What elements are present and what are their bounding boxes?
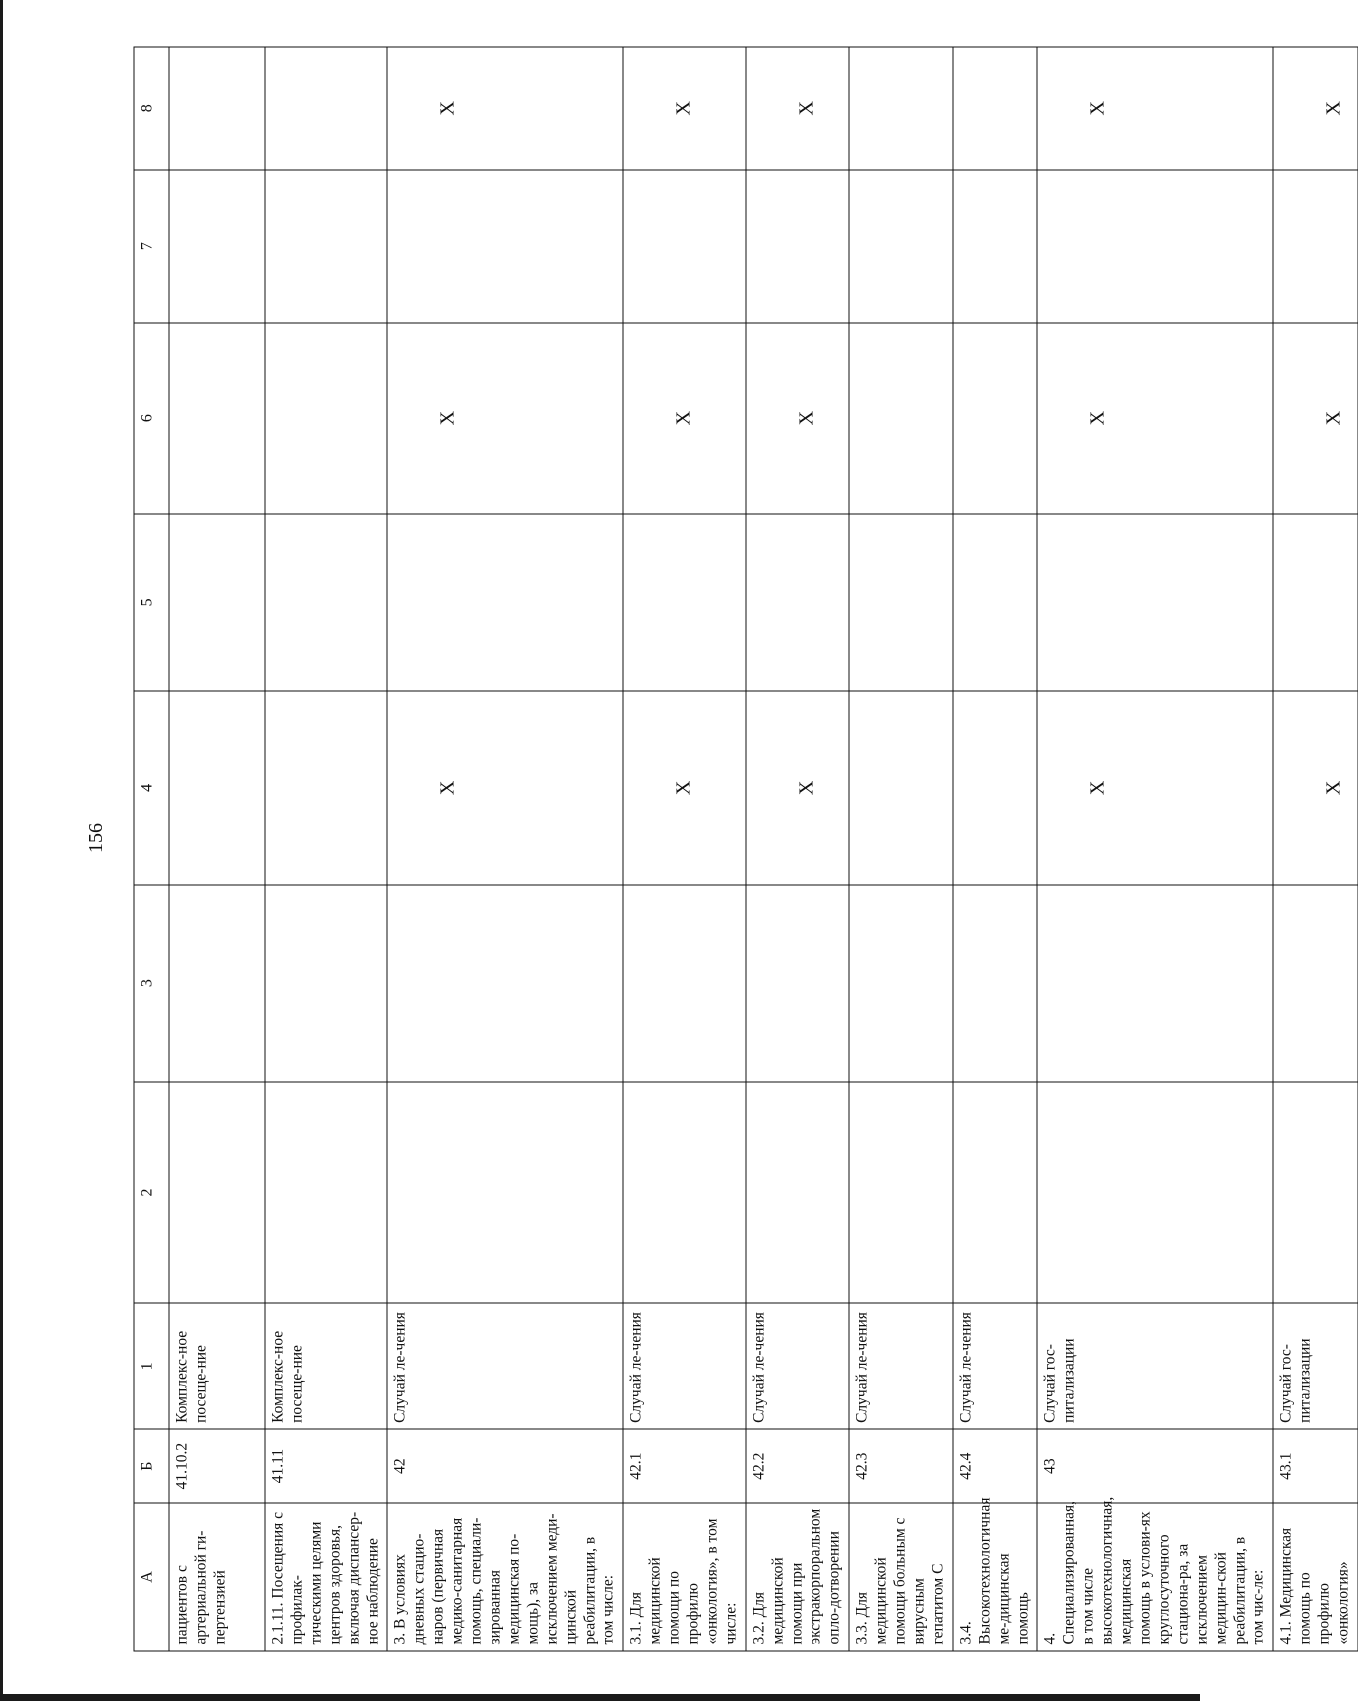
column-header: 2 [134, 1082, 169, 1304]
cell-a: пациентов с артериальной ги-пертензией [169, 1503, 265, 1651]
column-header: 6 [134, 323, 169, 514]
cell-c2 [623, 1082, 745, 1304]
cell-c7 [387, 170, 623, 323]
cell-c1: Случай ле-чения [849, 1303, 953, 1429]
table-body [169, 47, 1358, 1651]
cell-c6: X [623, 323, 745, 514]
cell-c4 [169, 691, 265, 884]
cell-c4: X [746, 691, 850, 884]
cell-b: 42.3 [849, 1429, 953, 1502]
table-row [1273, 47, 1358, 1651]
cell-a: 3. В условиях дневных стацио-наров (первичная медико-санитарная помощь, специали-зированная медицинская по-мощь), за исключением меди-цинской реабилитации, в том числе: [387, 1503, 623, 1651]
cell-c3 [1273, 885, 1358, 1082]
column-header: Б [134, 1429, 169, 1502]
cell-c2 [849, 1082, 953, 1304]
cell-b: 42.4 [953, 1429, 1038, 1502]
table-row [746, 47, 850, 1651]
column-header: 7 [134, 170, 169, 323]
cell-c3 [265, 885, 387, 1082]
header-row [134, 47, 169, 1651]
cell-c8: X [1273, 47, 1358, 170]
column-header: А [134, 1503, 169, 1651]
table-row [849, 47, 953, 1651]
cell-c4: X [387, 691, 623, 884]
scan-border-bottom [0, 1694, 1200, 1701]
cell-c5 [746, 514, 850, 692]
table-row [623, 47, 745, 1651]
cell-c6: X [1273, 323, 1358, 514]
cell-c1: Случай ле-чения [387, 1303, 623, 1429]
cell-c5 [953, 514, 1038, 692]
cell-c1: Случай ле-чения [746, 1303, 850, 1429]
column-header: 3 [134, 885, 169, 1082]
cell-b: 41.10.2 [169, 1429, 265, 1502]
cell-c8 [169, 47, 265, 170]
cell-c1: Случай ле-чения [953, 1303, 1038, 1429]
cell-c3 [1037, 885, 1273, 1082]
cell-c6 [265, 323, 387, 514]
table-row [169, 47, 265, 1651]
cell-c4: X [623, 691, 745, 884]
cell-c3 [387, 885, 623, 1082]
cell-b: 41.11 [265, 1429, 387, 1502]
cell-c3 [953, 885, 1038, 1082]
cell-a: 4. Специализированная, в том числе высокотехнологичная, медицинская помощь в услови-ях круглосуточного стациона-ра, за исключением медицин-ской реабилитации, в том чис-ле: [1037, 1503, 1273, 1651]
table-row [387, 47, 623, 1651]
cell-c2 [1273, 1082, 1358, 1304]
cell-a: 2.1.11. Посещения с профилак-тическими целями центров здоровья, включая диспансер-ное наблюдение [265, 1503, 387, 1651]
column-header: 5 [134, 514, 169, 692]
cell-c8: X [746, 47, 850, 170]
cell-c7 [746, 170, 850, 323]
cell-c6: X [387, 323, 623, 514]
cell-c2 [265, 1082, 387, 1304]
cell-c8 [265, 47, 387, 170]
cell-c4 [849, 691, 953, 884]
cell-c3 [623, 885, 745, 1082]
cell-c2 [1037, 1082, 1273, 1304]
cell-c1: Комплекс-ное посеще-ние [265, 1303, 387, 1429]
cell-c1: Случай ле-чения [623, 1303, 745, 1429]
cell-a: 3.4. Высокотехнологичная ме-дицинская помощь [953, 1503, 1038, 1651]
cell-c4: X [1273, 691, 1358, 884]
cell-b: 42 [387, 1429, 623, 1502]
cell-c2 [953, 1082, 1038, 1304]
cell-c7 [169, 170, 265, 323]
cell-c2 [746, 1082, 850, 1304]
table-row [1037, 47, 1273, 1651]
cell-c2 [387, 1082, 623, 1304]
data-table [134, 47, 1358, 1652]
cell-b: 43.1 [1273, 1429, 1358, 1502]
cell-c2 [169, 1082, 265, 1304]
cell-c7 [849, 170, 953, 323]
cell-c5 [387, 514, 623, 692]
cell-a: 3.2. Для медицинской помощи при экстракорпоральном опло-дотворении [746, 1503, 850, 1651]
cell-c7 [953, 170, 1038, 323]
cell-a: 3.3. Для медицинской помощи больным с вирусным гепатитом С [849, 1503, 953, 1651]
cell-c5 [169, 514, 265, 692]
cell-c4: X [1037, 691, 1273, 884]
cell-c1: Случай гос-питализации [1037, 1303, 1273, 1429]
column-header: 4 [134, 691, 169, 884]
cell-b: 43 [1037, 1429, 1273, 1502]
cell-c8: X [623, 47, 745, 170]
table-row [953, 47, 1038, 1651]
cell-c7 [623, 170, 745, 323]
cell-c3 [746, 885, 850, 1082]
cell-c5 [1273, 514, 1358, 692]
cell-c5 [849, 514, 953, 692]
cell-c5 [265, 514, 387, 692]
table-rotated-wrapper [134, 47, 1352, 1652]
cell-c5 [623, 514, 745, 692]
cell-c3 [849, 885, 953, 1082]
cell-a: 3.1. Для медицинской помощи по профилю «онкология», в том числе: [623, 1503, 745, 1651]
column-header: 1 [134, 1303, 169, 1429]
cell-c1: Случай гос-питализации [1273, 1303, 1358, 1429]
cell-c8: X [387, 47, 623, 170]
cell-c4 [265, 691, 387, 884]
cell-c7 [265, 170, 387, 323]
cell-c6 [849, 323, 953, 514]
cell-c3 [169, 885, 265, 1082]
column-header: 8 [134, 47, 169, 170]
cell-c7 [1273, 170, 1358, 323]
cell-c6 [169, 323, 265, 514]
cell-b: 42.1 [623, 1429, 745, 1502]
cell-c8 [953, 47, 1038, 170]
cell-c5 [1037, 514, 1273, 692]
cell-c7 [1037, 170, 1273, 323]
cell-c1: Комплекс-ное посеще-ние [169, 1303, 265, 1429]
cell-b: 42.2 [746, 1429, 850, 1502]
cell-c4 [953, 691, 1038, 884]
cell-c6 [953, 323, 1038, 514]
cell-c6: X [1037, 323, 1273, 514]
cell-c8: X [1037, 47, 1273, 170]
cell-c6: X [746, 323, 850, 514]
scan-border-left [0, 0, 3, 1701]
cell-a: 4.1. Медицинская помощь по профилю «онкология» [1273, 1503, 1358, 1651]
table-row [265, 47, 387, 1651]
page-number: 156 [85, 823, 107, 853]
cell-c8 [849, 47, 953, 170]
